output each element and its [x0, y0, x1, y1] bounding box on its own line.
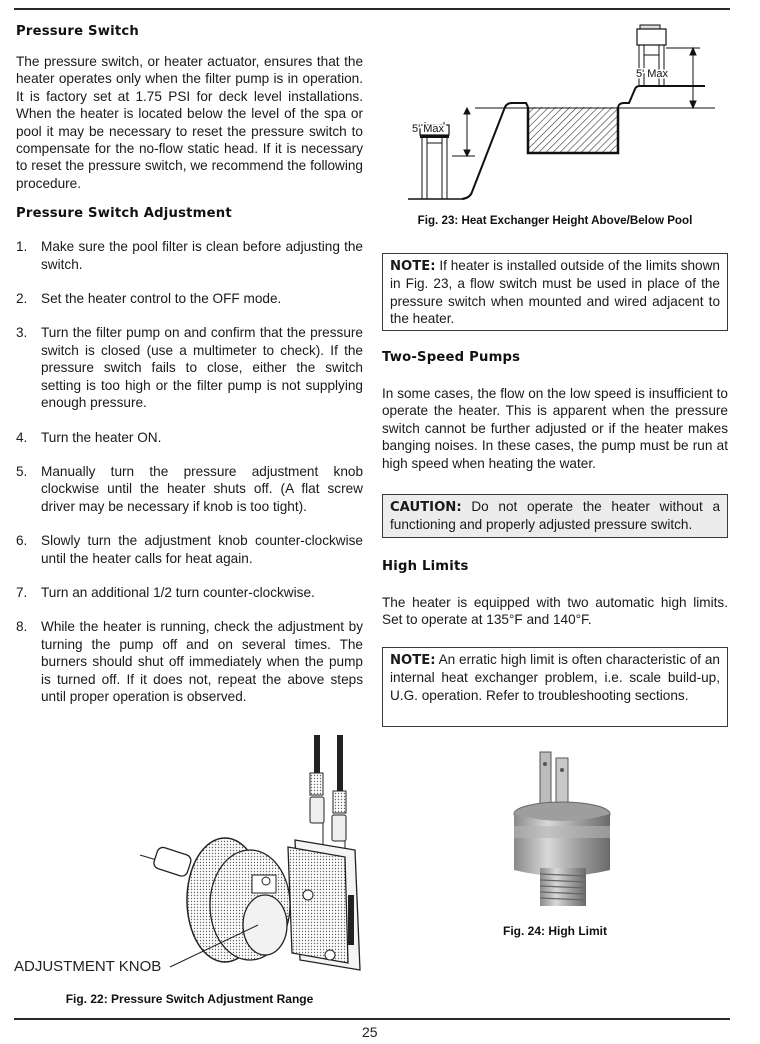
step-item	[16, 584, 363, 601]
note-text: An erratic high limit is often characteristic of an internal heat exchanger problem, i.e. scale build-up, U.G. operation. Refer to troubleshooting sections.	[390, 652, 720, 703]
step-text: Turn an additional 1/2 turn counter-clockwise.	[41, 584, 315, 600]
page-number: 25	[362, 1024, 378, 1040]
step-number: 3.	[16, 325, 28, 341]
step-number: 2.	[16, 291, 28, 307]
step-item	[16, 429, 363, 446]
bottom-rule	[14, 1018, 730, 1020]
step-item	[16, 238, 363, 273]
fig23-caption: Fig. 23: Heat Exchanger Height Above/Below Pool	[417, 214, 693, 227]
adjustment-knob-label: ADJUSTMENT KNOB	[14, 958, 162, 975]
step-number: 5.	[16, 463, 28, 479]
two-speed-pumps-body: In some cases, the flow on the low speed is insufficient to operate the heater. This is apparent when the pressure switch cannot be further adjusted or if the heater makes banging noises. In these cases, the pump must be run at high speed when heating the water.	[382, 386, 728, 471]
note-label: NOTE:	[390, 653, 436, 668]
step-item	[16, 463, 363, 515]
step-text: Manually turn the pressure adjustment knob clockwise until the heater shuts off. (A flat screw driver may be necessary if knob is too tight).	[41, 463, 363, 514]
pressure-switch-heading: Pressure Switch	[16, 24, 139, 39]
above-pool-max-label: 5' Max	[636, 68, 669, 80]
adjustment-heading: Pressure Switch Adjustment	[16, 206, 232, 222]
step-number: 8.	[16, 619, 28, 635]
step-text: Set the heater control to the OFF mode.	[41, 291, 282, 307]
step-number: 4.	[16, 429, 28, 445]
pressure-switch-body: The pressure switch, or heater actuator, ensures that the heater operates only when the filter pump is in operation. It is factory set at 1.75 PSI for deck level installations. When the heater is located below the level of the spa or pool it may be necessary to reset the pressure switch to compensate for the no-flow static head. If it is necessary to reset the pressure switch, we recommend the following procedure.	[16, 54, 363, 191]
high-limits-body: The heater is equipped with two automatic high limits. Set to operate at 135°F and 140°F.	[382, 595, 728, 628]
pressure-switch-illustration	[10, 735, 370, 985]
note-text: If heater is installed outside of the limits shown in Fig. 23, a flow switch must be used in place of the pressure switch when mounted and wired adjacent to the heater.	[390, 258, 720, 327]
left-column	[16, 24, 363, 705]
step-text: Slowly turn the adjustment knob counter-clockwise until the heater calls for heat again.	[41, 533, 363, 566]
step-number: 1.	[16, 239, 28, 255]
high-limit-switch-photo	[500, 750, 630, 910]
step-item	[16, 618, 363, 705]
adjustment-steps	[16, 238, 363, 705]
step-number: 6.	[16, 533, 28, 549]
step-item	[16, 324, 363, 411]
note-label: NOTE:	[390, 259, 436, 274]
top-rule	[14, 8, 730, 10]
fig22-caption: Fig. 22: Pressure Switch Adjustment Range	[65, 992, 314, 1006]
heat-exchanger-height-diagram	[400, 22, 720, 212]
step-text: Make sure the pool filter is clean before adjusting the switch.	[41, 239, 363, 272]
high-limits-heading: High Limits	[382, 559, 469, 574]
caution-text: Do not operate the heater without a functioning and properly adjusted pressure switch.	[390, 499, 720, 533]
below-pool-max-label: 5' Max	[412, 123, 445, 135]
two-speed-pumps-heading: Two-Speed Pumps	[382, 350, 521, 365]
step-number: 7.	[16, 584, 28, 600]
high-limit-note	[382, 647, 728, 727]
step-item	[16, 532, 363, 567]
flow-switch-note	[382, 253, 728, 331]
fig24-caption: Fig. 24: High Limit	[503, 924, 607, 938]
step-text: Turn the filter pump on and confirm that the pressure switch is closed (use a multimeter to check). If the pressure switch fails to close, either the switch setting is too high or the filter pump is not supplying enough pressure.	[41, 325, 363, 411]
step-item	[16, 290, 363, 307]
caution-box	[382, 494, 728, 538]
step-text: While the heater is running, check the adjustment by turning the pump off and on several times. The burners should shut off immediately when the pump is turned off. If it does not, repeat the above steps until proper operation is observed.	[41, 619, 363, 704]
step-text: Turn the heater ON.	[41, 429, 162, 445]
caution-label: CAUTION:	[390, 500, 462, 515]
